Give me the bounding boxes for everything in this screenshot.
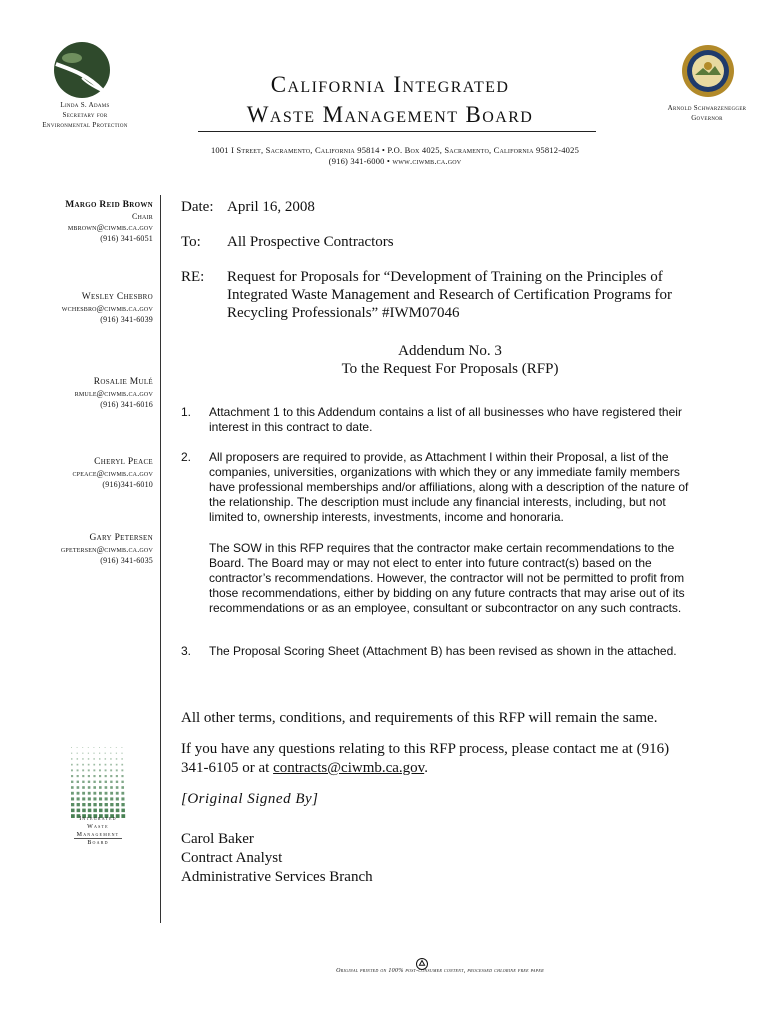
logo-dot (77, 797, 80, 800)
logo-dot (105, 753, 106, 754)
logo-dot (121, 775, 123, 777)
logo-dot (99, 809, 103, 813)
member-name: Cheryl Peace (94, 457, 153, 467)
logo-dot (121, 786, 124, 789)
logo-dot (110, 758, 111, 759)
logo-dot (88, 797, 91, 800)
logo-dot (77, 769, 79, 771)
logo-dot (110, 797, 113, 800)
logo-dot (77, 764, 79, 766)
logo-dot (82, 747, 83, 748)
logo-dot (110, 792, 113, 795)
logo-dot (82, 758, 83, 759)
logo-dot (82, 781, 84, 783)
secretary-title-line2: Environmental Protection (42, 121, 128, 129)
logo-dot (93, 775, 95, 777)
board-member-chesbro (62, 292, 153, 325)
logo-dot (116, 775, 118, 777)
logo-dot (99, 769, 101, 771)
item-number: 3. (181, 644, 192, 658)
logo-dot (99, 764, 101, 766)
member-phone: (916) 341-6051 (100, 234, 153, 243)
logo-dot (82, 809, 86, 813)
logo-dot (88, 809, 92, 813)
logo-dot (121, 769, 123, 771)
logo-dot (110, 803, 113, 806)
logo-dot (110, 809, 114, 813)
logo-dot (121, 747, 122, 748)
logo-dot (77, 781, 79, 783)
questions-end: . (424, 760, 428, 776)
logo-dot (110, 781, 112, 783)
logo-dot (110, 747, 111, 748)
logo-dot (99, 753, 100, 754)
re-label: RE: (181, 269, 205, 285)
board-title-line2: Waste Management Board (246, 102, 534, 127)
member-phone: (916) 341-6039 (100, 315, 153, 324)
logo-dot (77, 747, 78, 748)
secretary-name: Linda S. Adams (60, 101, 110, 109)
logo-dot (116, 764, 118, 766)
logo-dot (77, 758, 78, 759)
logo-dot (77, 775, 79, 777)
member-title: Chair (131, 212, 153, 221)
logo-dot (105, 775, 107, 777)
member-phone: (916) 341-6035 (100, 556, 153, 565)
logo-dot (116, 758, 117, 759)
logo-dot (71, 764, 73, 766)
logo-dot (71, 786, 74, 789)
logo-dot (105, 764, 107, 766)
questions-paragraph (181, 740, 681, 778)
logo-dot (116, 769, 118, 771)
logo-dot (88, 758, 89, 759)
logo-dot (82, 769, 84, 771)
member-email: wchesbro@ciwmb.ca.gov (61, 304, 153, 313)
logo-dot (88, 803, 91, 806)
logo-dot (93, 797, 96, 800)
logo-dot (121, 797, 124, 800)
logo-dot (71, 809, 75, 813)
sow-paragraph: The SOW in this RFP requires that the contractor make certain recommendations to the Board. The Board may or may not elect to enter into future contract(s) based on the contractor’s recommendations. However, the contractor will not be permitted to profit from those recommendations, either by bidding on any future contracts that may arise out of its recommendations or as an employee, consultant or subcontractor on any such contracts. (209, 541, 685, 615)
logo-dot (82, 753, 83, 754)
logo-dot (99, 797, 102, 800)
logo-dot (82, 803, 85, 806)
logo-dot (99, 781, 101, 783)
logo-dot (93, 809, 97, 813)
logo-dot (105, 809, 109, 813)
logo-dot (110, 769, 112, 771)
secretary-block (20, 100, 150, 130)
contact-email-link[interactable]: contracts@ciwmb.ca.gov (273, 760, 425, 776)
caption-line: Integrated (79, 816, 117, 822)
logo-dot (116, 792, 119, 795)
logo-dot (82, 764, 84, 766)
logo-dot (105, 758, 106, 759)
logo-dot (99, 775, 101, 777)
logo-dot (88, 753, 89, 754)
member-phone: (916)341-6010 (102, 480, 153, 489)
to-label: To: (181, 234, 201, 250)
caption-line: Waste (87, 824, 109, 830)
logo-dot (121, 753, 122, 754)
board-member-brown (65, 200, 153, 244)
logo-dot (88, 781, 90, 783)
caption-underline (74, 838, 122, 839)
logo-dot (105, 797, 108, 800)
logo-dot (116, 786, 119, 789)
logo-dot (88, 747, 89, 748)
logo-dot (99, 803, 102, 806)
member-name: Margo Reid Brown (65, 200, 153, 210)
secretary-title-line1: Secretary for (62, 111, 108, 119)
logo-dot (71, 769, 73, 771)
governor-name: Arnold Schwarzenegger (667, 104, 747, 112)
board-member-peace (72, 457, 153, 490)
logo-dot (82, 797, 85, 800)
item-text: The Proposal Scoring Sheet (Attachment B) has been revised as shown in the attached. (209, 644, 677, 658)
item-number: 2. (181, 450, 192, 464)
date-value: April 16, 2008 (227, 199, 315, 215)
item-text: Attachment 1 to this Addendum contains a list of all businesses who have registered their interest in this contract to date. (209, 405, 682, 434)
logo-dot (77, 792, 80, 795)
logo-dot (116, 753, 117, 754)
governor-title: Governor (691, 114, 723, 122)
logo-dot (77, 786, 80, 789)
addendum-heading (300, 342, 600, 378)
logo-dot (77, 809, 81, 813)
signer-branch: Administrative Services Branch (181, 869, 373, 885)
logo-dot (105, 769, 107, 771)
logo-dot (88, 792, 91, 795)
logo-dot (105, 792, 108, 795)
logo-dot (93, 769, 95, 771)
logo-dot (71, 747, 72, 748)
member-email: rmule@ciwmb.ca.gov (74, 389, 153, 398)
logo-dot (93, 753, 94, 754)
logo-dot (77, 803, 80, 806)
logo-dot (71, 753, 72, 754)
logo-dot (93, 786, 96, 789)
logo-dot (71, 758, 72, 759)
logo-dot (105, 747, 106, 748)
logo-dot (110, 753, 111, 754)
item-number: 1. (181, 405, 192, 419)
logo-dot (93, 792, 96, 795)
footer-paper-note: Original printed on 100% post-consumer content, processed chlorine free paper (336, 968, 544, 974)
logo-dot (110, 775, 112, 777)
logo-dot (99, 792, 102, 795)
logo-dot (121, 758, 122, 759)
item-text: All proposers are required to provide, as Attachment I within their Proposal, a list of the companies, universities, organizations with which they or any immediate family members have professional memberships and/or affiliations, along with a description of the nature of the relationship. The description must include any financial interests, including, but not limited to, ownership interests, investments, income and honoraria. (209, 450, 689, 524)
logo-dot (121, 764, 123, 766)
logo-dot (71, 781, 73, 783)
board-member-mule (75, 377, 153, 410)
logo-dot (121, 809, 125, 813)
member-name: Rosalie Mulé (93, 377, 153, 387)
board-title-line1: California Integrated (270, 72, 510, 97)
logo-dot (121, 781, 123, 783)
member-email: gpetersen@ciwmb.ca.gov (60, 545, 153, 554)
logo-dot (88, 769, 90, 771)
addendum-number: Addendum No. 3 (398, 343, 502, 359)
logo-dot (88, 764, 90, 766)
member-name: Wesley Chesbro (81, 292, 153, 302)
logo-dot (93, 758, 94, 759)
logo-dot (110, 786, 113, 789)
logo-dot (99, 786, 102, 789)
logo-dot (116, 747, 117, 748)
logo-dot (82, 792, 85, 795)
member-email: mbrown@ciwmb.ca.gov (67, 223, 153, 232)
logo-dot (105, 803, 108, 806)
re-value: Request for Proposals for “Development of Training on the Principles of Integrated Waste Management and Research of Certification Programs for Recycling Professionals” #IWM07046 (227, 269, 673, 321)
caption-line: Board (87, 840, 109, 846)
logo-dot (105, 786, 108, 789)
ciwmb-leaf-logo (52, 40, 112, 100)
logo-dot (93, 747, 94, 748)
address-line: 1001 I Street, Sacramento, California 95814 • P.O. Box 4025, Sacramento, California 95812-4025 (210, 145, 580, 155)
board-title (190, 70, 590, 130)
signer-title: Contract Analyst (181, 850, 283, 866)
board-member-petersen (61, 533, 153, 566)
questions-text: If you have any questions relating to this RFP process, please contact me at (916) 341-6105 or at (181, 741, 670, 776)
logo-dot (99, 747, 100, 748)
logo-dot (93, 781, 95, 783)
logo-dot (82, 786, 85, 789)
logo-dot (71, 797, 74, 800)
logo-dot (71, 775, 73, 777)
logo-dot (116, 803, 119, 806)
logo-dot (88, 775, 90, 777)
terms-paragraph: All other terms, conditions, and requirements of this RFP will remain the same. (181, 710, 658, 726)
logo-dot (110, 764, 112, 766)
caption-line: Management (76, 832, 120, 838)
logo-dot (116, 781, 118, 783)
logo-dot (121, 792, 124, 795)
to-value: All Prospective Contractors (227, 234, 394, 250)
logo-dot (93, 803, 96, 806)
member-email: cpeace@ciwmb.ca.gov (72, 469, 153, 478)
signature-note: [Original Signed By] (181, 791, 319, 807)
signer-name: Carol Baker (181, 831, 254, 847)
logo-dot (77, 753, 78, 754)
iwmb-logo-caption (66, 815, 130, 847)
logo-dot (99, 758, 100, 759)
sidebar-divider (160, 195, 161, 923)
logo-dot (82, 775, 84, 777)
date-label: Date: (181, 199, 214, 215)
member-name: Gary Petersen (89, 533, 153, 543)
contact-line: (916) 341-6000 • www.ciwmb.ca.gov (328, 156, 462, 166)
title-divider (198, 131, 596, 132)
logo-dot (93, 764, 95, 766)
logo-dot (116, 809, 120, 813)
logo-dot (121, 803, 124, 806)
logo-dot (116, 797, 119, 800)
address-block (150, 145, 640, 167)
logo-dot (88, 786, 91, 789)
governor-block (640, 103, 770, 123)
logo-dot (105, 781, 107, 783)
member-phone: (916) 341-6016 (100, 400, 153, 409)
logo-dot (71, 792, 74, 795)
state-seal-icon (681, 44, 735, 98)
addendum-subtitle: To the Request For Proposals (RFP) (341, 361, 559, 377)
logo-dot (71, 803, 74, 806)
